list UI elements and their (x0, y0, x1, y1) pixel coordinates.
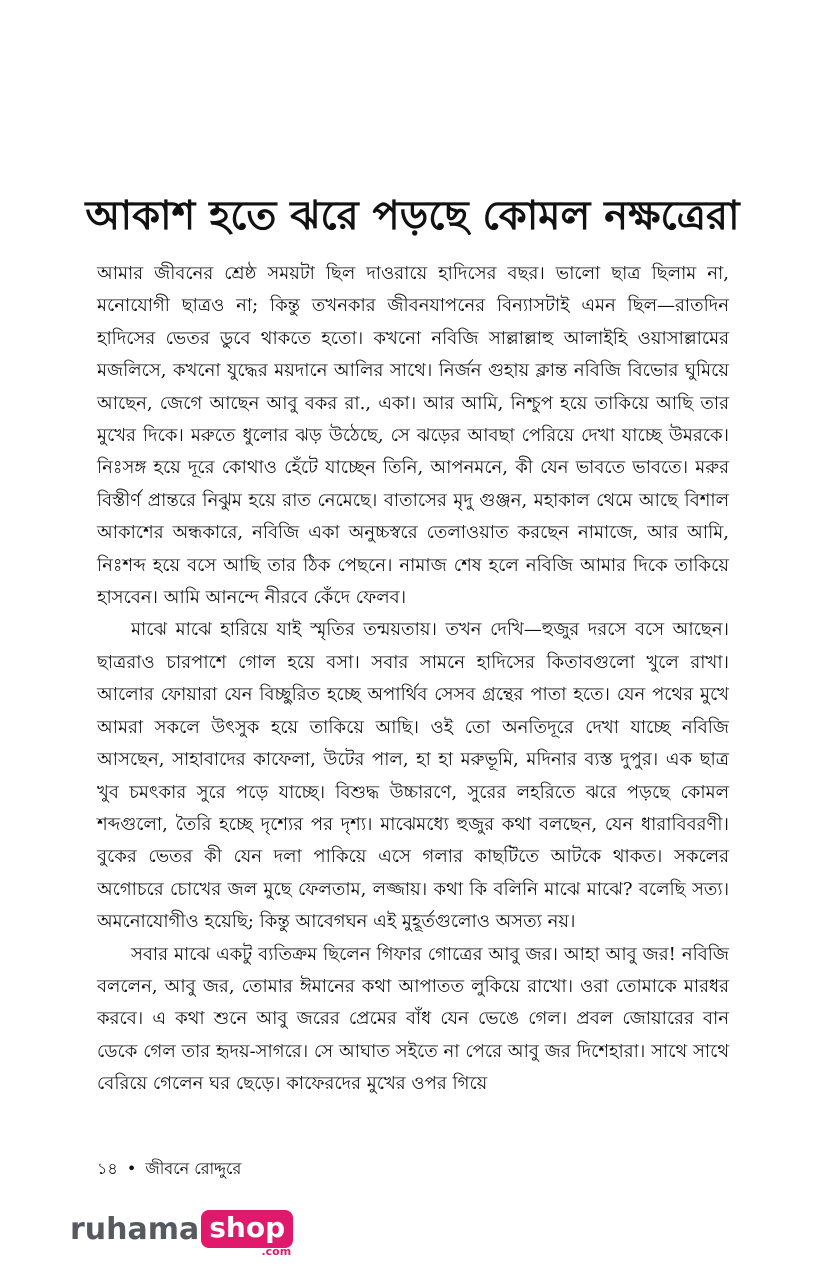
ruhamashop-logo (70, 1210, 293, 1258)
book-title: জীবনে রোদ্দুরে (145, 1159, 242, 1178)
logo-text-ruhama: ruhama (70, 1212, 200, 1247)
paragraph: আমার জীবনের শ্রেষ্ঠ সময়টা ছিল দাওরায়ে হাদিসের বছর। ভালো ছাত্র ছিলাম না, মনোযোগী ছাত্রও না; কিন্তু তখনকার জীবনযাপনের বিন্যাসটাই এমন ছিল—রাতদিন হাদিসের ভেতর ডুবে থাকতে হতো। কখনো নবিজি সাল্লাল্লাহু আলাইহি ওয়াসাল্লামের মজলিসে, কখনো যুদ্ধের ময়দানে আলির সাথে। নির্জন গুহায় ক্লান্ত নবিজি বিভোর ঘুমিয়ে আছেন, জেগে আছেন আবু বকর রা., একা। আর আমি, নিশ্চুপ হয়ে তাকিয়ে আছি তার মুখের দিকে। মরুতে ধুলোর ঝড় উঠেছে, সে ঝড়ের আবছা পেরিয়ে দেখা যাচ্ছে উমরকে। নিঃসঙ্গ হয়ে দূরে কোথাও হেঁটে যাচ্ছেন তিনি, আপনমনে, কী যেন ভাবতে ভাবতে। মরুর বিস্তীর্ণ প্রান্তরে নিঝুম হয়ে রাত নেমেছে। বাতাসের মৃদু গুঞ্জন, মহাকাল থেমে আছে বিশাল আকাশের অন্ধকারে, নবিজি একা অনুচ্চস্বরে তেলাওয়াত করছেন নামাজে, আর আমি, নিঃশব্দ হয়ে বসে আছি তার ঠিক পেছনে। নামাজ শেষ হলে নবিজি আমার দিকে তাকিয়ে হাসবেন। আমি আনন্দে নীরবে কেঁদে ফেলব। (97, 263, 729, 609)
logo-text-domain: .com (261, 1245, 292, 1258)
logo-text-shop: shop (201, 1210, 293, 1248)
page-number: ১৪ (97, 1159, 118, 1178)
paragraph: সবার মাঝে একটু ব্যতিক্রম ছিলেন গিফার গোত্রের আবু জর। আহা আবু জর! নবিজি বললেন, আবু জর, তোমার ঈমানের কথা আপাতত লুকিয়ে রাখো। ওরা তোমাকে মারধর করবে। এ কথা শুনে আবু জরের প্রেমের বাঁধ যেন ভেঙে গেল। প্রবল জোয়ারের বান ডেকে গেল তার হৃদয়-সাগরে। সে আঘাত সইতে না পেরে আবু জর দিশেহারা। সাথে সাথে বেরিয়ে গেলেন ঘর ছেড়ে। কাফেরদের মুখের ওপর গিয়ে (97, 943, 729, 1095)
footer-separator: • (126, 1159, 137, 1178)
logo-shop-badge (201, 1210, 293, 1258)
body-text (97, 258, 729, 1101)
page-footer (97, 1158, 241, 1180)
chapter-title: আকাশ হতে ঝরে পড়ছে কোমল নক্ষত্রেরা (85, 193, 740, 239)
paragraph: মাঝে মাঝে হারিয়ে যাই স্মৃতির তন্ময়তায়। তখন দেখি—হুজুর দরসে বসে আছেন। ছাত্ররাও চারপাশে গোল হয়ে বসা। সবার সামনে হাদিসের কিতাবগুলো খুলে রাখা। আলোর ফোয়ারা যেন বিচ্ছুরিত হচ্ছে অপার্থিব সেসব গ্রন্থের পাতা হতে। যেন পথের মুখে আমরা সকলে উৎসুক হয়ে তাকিয়ে আছি। ওই তো অনতিদূরে দেখা যাচ্ছে নবিজি আসছেন, সাহাবাদের কাফেলা, উটের পাল, হা হা মরুভূমি, মদিনার ব্যস্ত দুপুর। এক ছাত্র খুব চমৎকার সুরে পড়ে যাচ্ছে। বিশুদ্ধ উচ্চারণে, সুরের লহরিতে ঝরে পড়ছে কোমল শব্দগুলো, তৈরি হচ্ছে দৃশ্যের পর দৃশ্য। মাঝেমধ্যে হুজুর কথা বলছেন, যেন ধারাবিবরণী। বুকের ভেতর কী যেন দলা পাকিয়ে এসে গলার কাছটিতে আটকে থাকত। সকলের অগোচরে চোখের জল মুছে ফেলতাম, লজ্জায়। কথা কি বলিনি মাঝে মাঝে? বলেছি সত্য। অমনোযোগীও হয়েছি; কিন্তু আবেগঘন এই মুহূর্তগুলোও অসত্য নয়। (97, 619, 729, 933)
